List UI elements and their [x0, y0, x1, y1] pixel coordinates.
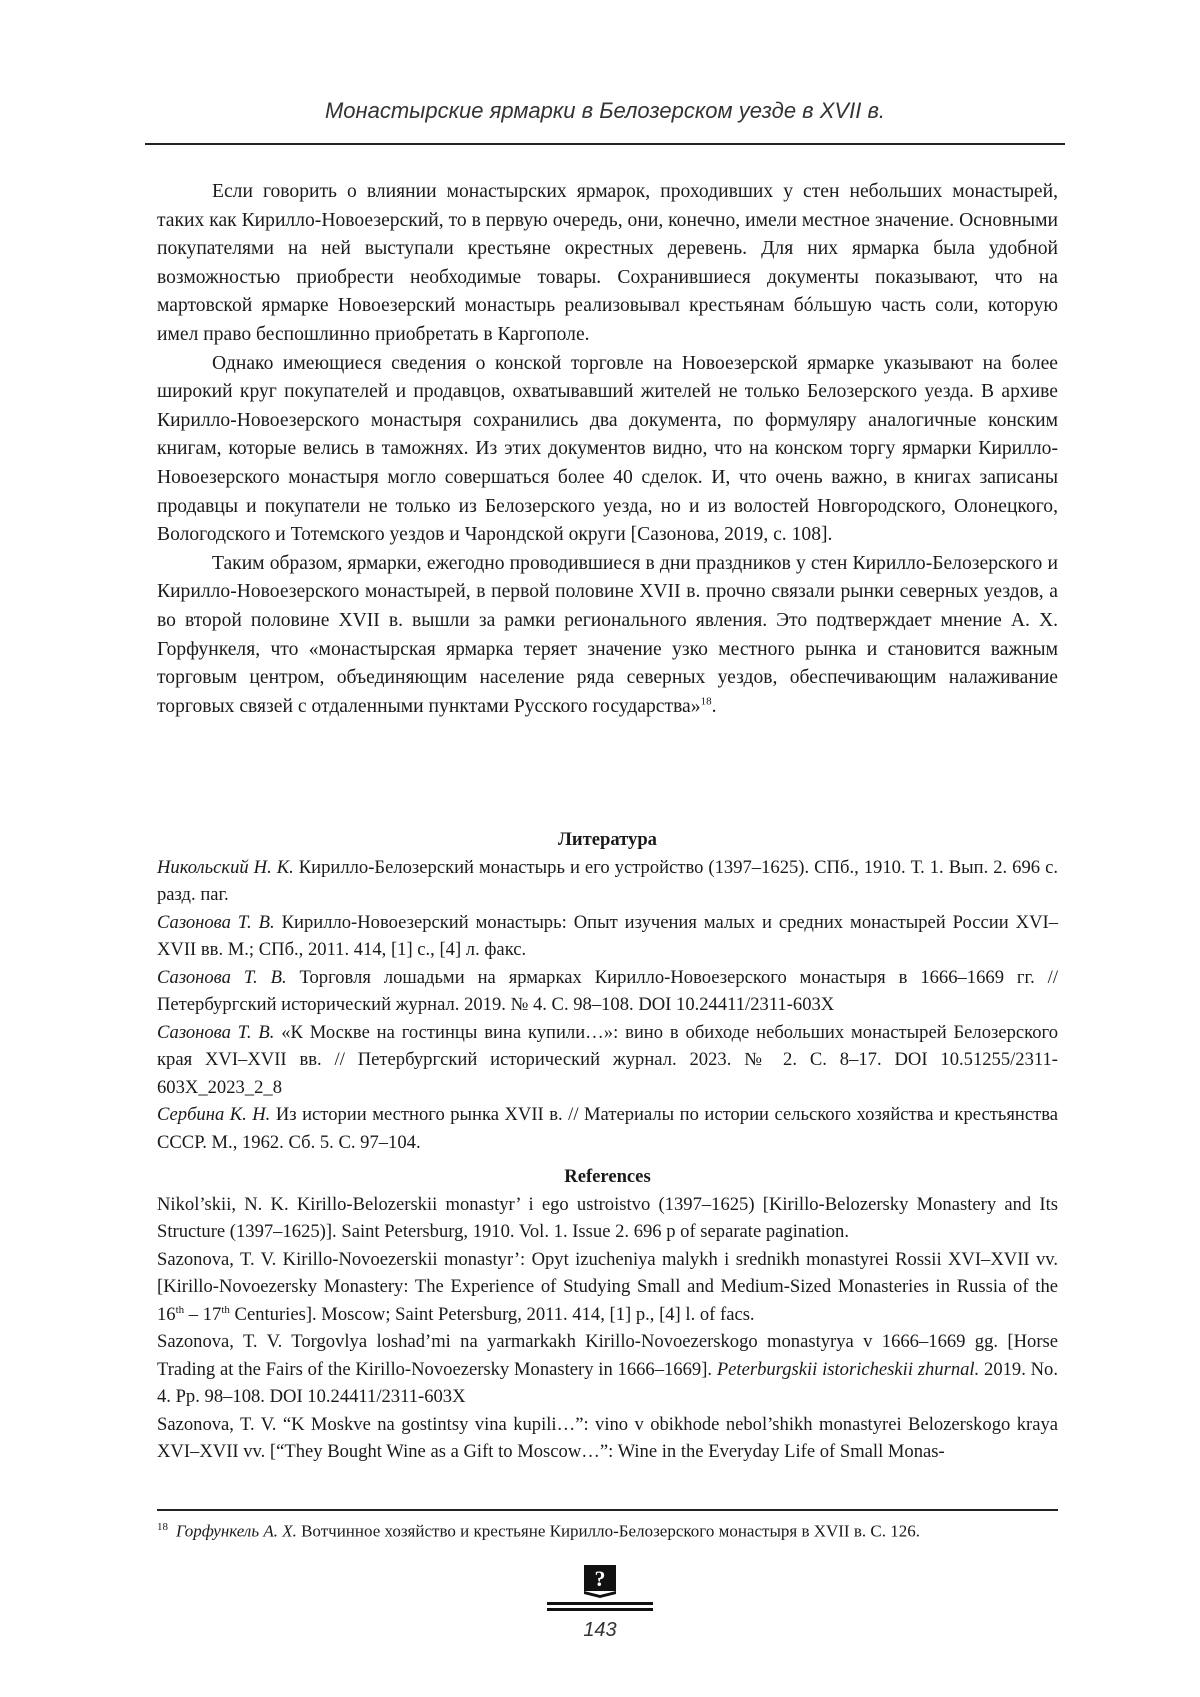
footnote-number: 18 [157, 1521, 168, 1533]
entry-text: 2019. No. 4. Pp. 98–108. DOI 10.24411/2311-603X [157, 1358, 1058, 1407]
paragraph-1: Если говорить о влиянии монастырских ярмарок, проходивших у стен небольших монастырей, таких как Кирилло-Новоезерский, то в первую очередь, они, конечно, имели местное значение. Основными покупателями на ней выступали крестьяне окрестных деревень. Для них ярмарка была удобной возможностью приобрести необходимые товары. Сохранившиеся документы показывают, что на мартовской ярмарке Новоезерский монастырь реализовывал крестьянам бóльшую часть соли, которую имел право беспошлинно приобретать в Каргополе. [157, 181, 1058, 345]
entry-text: Sazonova, T. V. Torgovlya loshad’mi na yarmarkakh Kirillo-Novoezerskogo monastyrya v 1666–1669 gg. [Horse Trading at the Fairs of the Kirillo-Novoezersky Monastery in 1666–1669]. [157, 1331, 1058, 1380]
entry-text: Кирилло-Новоезерский монастырь: Опыт изучения малых и средних монастырей России XVI–XVII вв. М.; СПб., 2011. 414, [1] с., [4] л. факс. [157, 911, 1058, 960]
literature-entry [157, 909, 1058, 964]
literature-entry [157, 1019, 1058, 1102]
paragraph-2: Однако имеющиеся сведения о конской торговле на Новоезерской ярмарке указывают на более широкий круг покупателей и продавцов, охватывавший жителей не только Белозерского уезда. В архиве Кирилло-Новоезерского монастыря сохранились два документа, по формуляру аналогичные конским книгам, которые велись в таможнях. Из этих документов видно, что на конском торгу ярмарки Кирилло-Новоезерского монастыря могло совершаться более 40 сделок. И, что очень важно, в книгах записаны продавцы и покупатели не только из Белозерского уезда, но и из волостей Новгородского, Олонецкого, Вологодского и Тотемского уездов и Чарондской округи [Сазонова, 2019, с. 108]. [157, 352, 1058, 546]
logo-book-base [584, 1591, 616, 1598]
open-book-logo-icon [547, 1565, 653, 1615]
logo-rule-top [547, 1602, 653, 1605]
references-section [157, 1163, 1058, 1466]
entry-author: Никольский Н. К. [157, 856, 294, 878]
entry-text: Centuries]. Moscow; Saint Petersburg, 2011. 414, [1] p., [4] l. of facs. [229, 1303, 755, 1325]
header-rule [145, 143, 1065, 145]
logo-rule-bottom [547, 1608, 653, 1611]
reference-entry [157, 1328, 1058, 1411]
entry-author: Сербина К. Н. [157, 1104, 271, 1125]
paragraph-3-text: Таким образом, ярмарки, ежегодно проводившиеся в дни праздников у стен Кирилло-Белозерского и Кирилло-Новоезерского монастырей, в первой половине XVII в. прочно связали рынки северных уездов, а во второй половине XVII в. вышли за рамки регионального явления. Это подтверждает мнение А. Х. Горфункеля, что «монастырская ярмарка теряет значение узко местного рынка и становится важным торговым центром, объединяющим население ряда северных уездов, обеспечивающим налаживание торговых связей с отдаленными пунктами Русского государства» [157, 552, 1058, 717]
entry-author: Сазонова Т. В. [157, 966, 287, 988]
literature-heading: Литература [558, 829, 657, 850]
entry-text: Торговля лошадьми на ярмарках Кирилло-Новоезерского монастыря в 1666–1669 гг. // Петербургский исторический журнал. 2019. № 4. С. 98–108. DOI 10.24411/2311-603X [157, 966, 1058, 1015]
entry-text: «К Москве на гостинцы вина купили…»: вино в обиходе небольших монастырей Белозерского края XVI–XVII вв. // Петербургский исторический журнал. 2023. № 2. С. 8–17. DOI 10.51255/2311-603X_2023_2_8 [157, 1021, 1058, 1098]
page-number: 143 [583, 1619, 617, 1641]
ordinal-suffix: th [221, 1303, 230, 1316]
footnote-ref-18[interactable]: 18 [700, 695, 712, 708]
footnote-author: Горфункель А. Х. [176, 1521, 297, 1541]
journal-title: Peterburgskii istoricheskii zhurnal. [716, 1358, 980, 1380]
main-text [157, 178, 1058, 721]
ordinal-suffix: th [175, 1303, 185, 1316]
reference-entry [157, 1246, 1058, 1329]
literature-section [157, 826, 1058, 1156]
entry-author: Сазонова Т. В. [157, 911, 275, 933]
entry-text: Кирилло-Белозерский монастырь и его устройство (1397–1625). СПб., 1910. Т. 1. Вып. 2. 696 с. разд. паг. [157, 856, 1058, 905]
paragraph-3 [157, 550, 1058, 722]
logo-glyph: ? [594, 1566, 606, 1591]
footnote-rule [157, 1509, 1058, 1511]
entry-text: Из истории местного рынка XVII в. // Материалы по истории сельского хозяйства и крестьянства СССР. М., 1962. Сб. 5. С. 97–104. [157, 1104, 1058, 1153]
reference-entry: Nikol’skii, N. K. Kirillo-Belozerskii monastyr’ i ego ustroistvo (1397–1625) [Kirillo-Belozersky Monastery and Its Structure (1397–1625)]. Saint Petersburg, 1910. Vol. 1. Issue 2. 696 p of separate pagination. [157, 1193, 1058, 1242]
literature-entry [157, 1101, 1058, 1156]
footnote-18 [157, 1515, 1058, 1544]
entry-author: Сазонова Т. В. [157, 1021, 275, 1043]
entry-text: Sazonova, T. V. Kirillo-Novoezerskii monastyr’: Opyt izucheniya malykh i srednikh monastyrei Rossii XVI–XVII vv. [Kirillo-Novoezersky Monastery: The Experience of Studying Small and Medium-Sized Monasteries in Russia of the 16 [157, 1248, 1058, 1325]
paragraph-3-end: . [711, 695, 717, 717]
running-head: Монастырские ярмарки в Белозерском уезде в XVII в. [324, 98, 886, 123]
reference-entry: Sazonova, T. V. “K Moskve na gostintsy vina kupili…”: vino v obikhode nebol’shikh monastyrei Belozerskogo kraya XVI–XVII vv. [“They Bought Wine as a Gift to Moscow…”: Wine in the Everyday Life of Small Monas- [157, 1413, 1058, 1462]
references-heading: References [564, 1166, 651, 1187]
footnote-text: Вотчинное хозяйство и крестьяне Кирилло-Белозерского монастыря в XVII в. С. 126. [296, 1521, 920, 1541]
literature-entry [157, 854, 1058, 909]
entry-text: – 17 [184, 1303, 222, 1325]
literature-entry [157, 964, 1058, 1019]
